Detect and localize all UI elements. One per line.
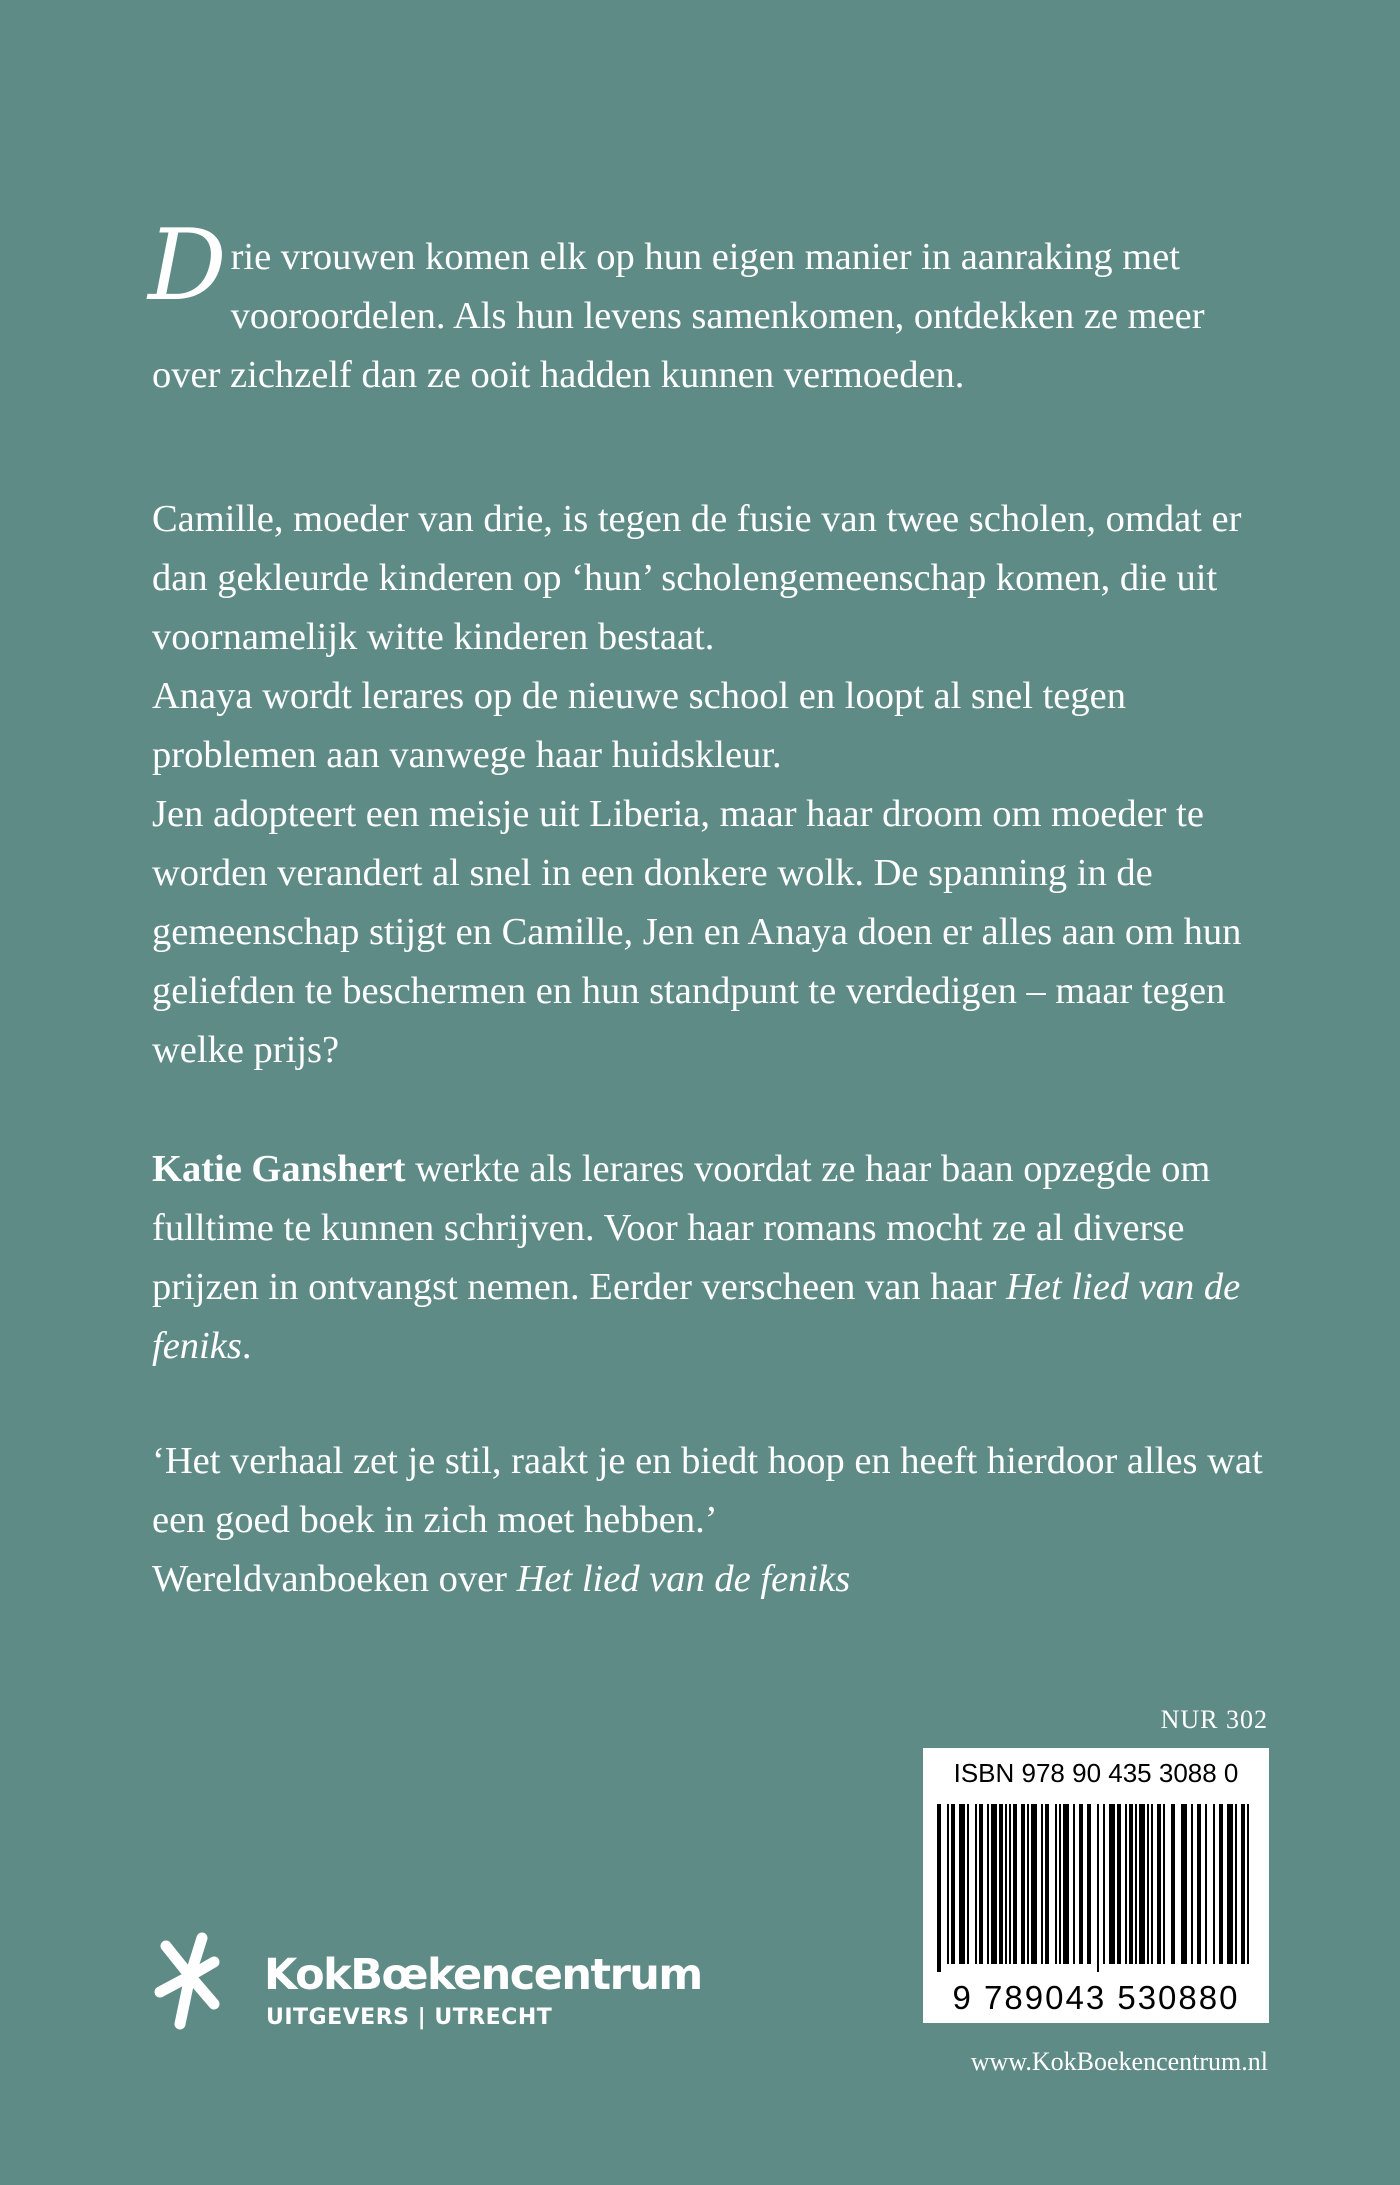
barcode-bars bbox=[933, 1804, 1259, 1972]
bio-text: werkte als lerares voordat ze haar baan opzegde om fulltime te kunnen schrijven. Voor haar romans mocht ze al diverse prijzen in ontvangst nemen. Eerder verscheen van haar bbox=[152, 1148, 1211, 1308]
story-summary bbox=[152, 490, 1282, 1080]
bio-book-title: Het lied van de feniks bbox=[152, 1266, 1241, 1367]
publisher-name: KokBœkencentrum bbox=[264, 1950, 702, 2000]
drop-cap: D bbox=[148, 209, 225, 323]
intro-paragraph bbox=[148, 209, 1282, 405]
barcode-digits: 9 789043 530880 bbox=[952, 1979, 1240, 2016]
bio-end: . bbox=[241, 1325, 252, 1367]
quote-source bbox=[152, 1550, 1282, 1609]
publisher-subtitle: UITGEVERS | UTRECHT bbox=[266, 2005, 553, 2030]
review-quote bbox=[152, 1432, 1282, 1609]
quote-source-title: Het lied van de feniks bbox=[516, 1558, 851, 1600]
story-paragraph-jen: Jen adopteert een meisje uit Liberia, maar haar droom om moeder te worden verandert al snel in een donkere wolk. De spanning in de gemeenschap stijgt en Camille, Jen en Anaya doen er alles aan om hun geliefden te beschermen en hun standpunt te verdedigen – maar tegen welke prijs? bbox=[152, 793, 1242, 1071]
nur-code: NUR 302 bbox=[1160, 1705, 1268, 1734]
publisher-mark-icon bbox=[152, 1932, 228, 2032]
story-paragraph-camille: Camille, moeder van drie, is tegen de fusie van twee scholen, omdat er dan gekleurde kinderen op ‘hun’ scholengemeenschap komen, die uit voornamelijk witte kinderen bestaat. bbox=[152, 498, 1242, 658]
quote-text: ‘Het verhaal zet je stil, raakt je en biedt hoop en heeft hierdoor alles wat een goed boek in zich moet hebben.’ bbox=[152, 1440, 1263, 1541]
story-paragraph-anaya: Anaya wordt lerares op de nieuwe school en loopt al snel tegen problemen aan vanwege haar huidskleur. bbox=[152, 675, 1126, 776]
isbn-label: ISBN 978 90 435 3088 0 bbox=[953, 1758, 1239, 1788]
quote-source-name: Wereldvanboeken over bbox=[152, 1558, 517, 1600]
isbn-barcode bbox=[923, 1748, 1269, 2023]
publisher-website: www.KokBoekencentrum.nl bbox=[970, 2047, 1268, 2076]
author-bio bbox=[152, 1140, 1282, 1376]
author-name: Katie Ganshert bbox=[152, 1148, 406, 1190]
intro-text: rie vrouwen komen elk op hun eigen manier in aanraking met vooroordelen. Als hun levens samenkomen, ontdekken ze meer over zichzelf dan ze ooit hadden kunnen vermoeden. bbox=[152, 236, 1205, 396]
